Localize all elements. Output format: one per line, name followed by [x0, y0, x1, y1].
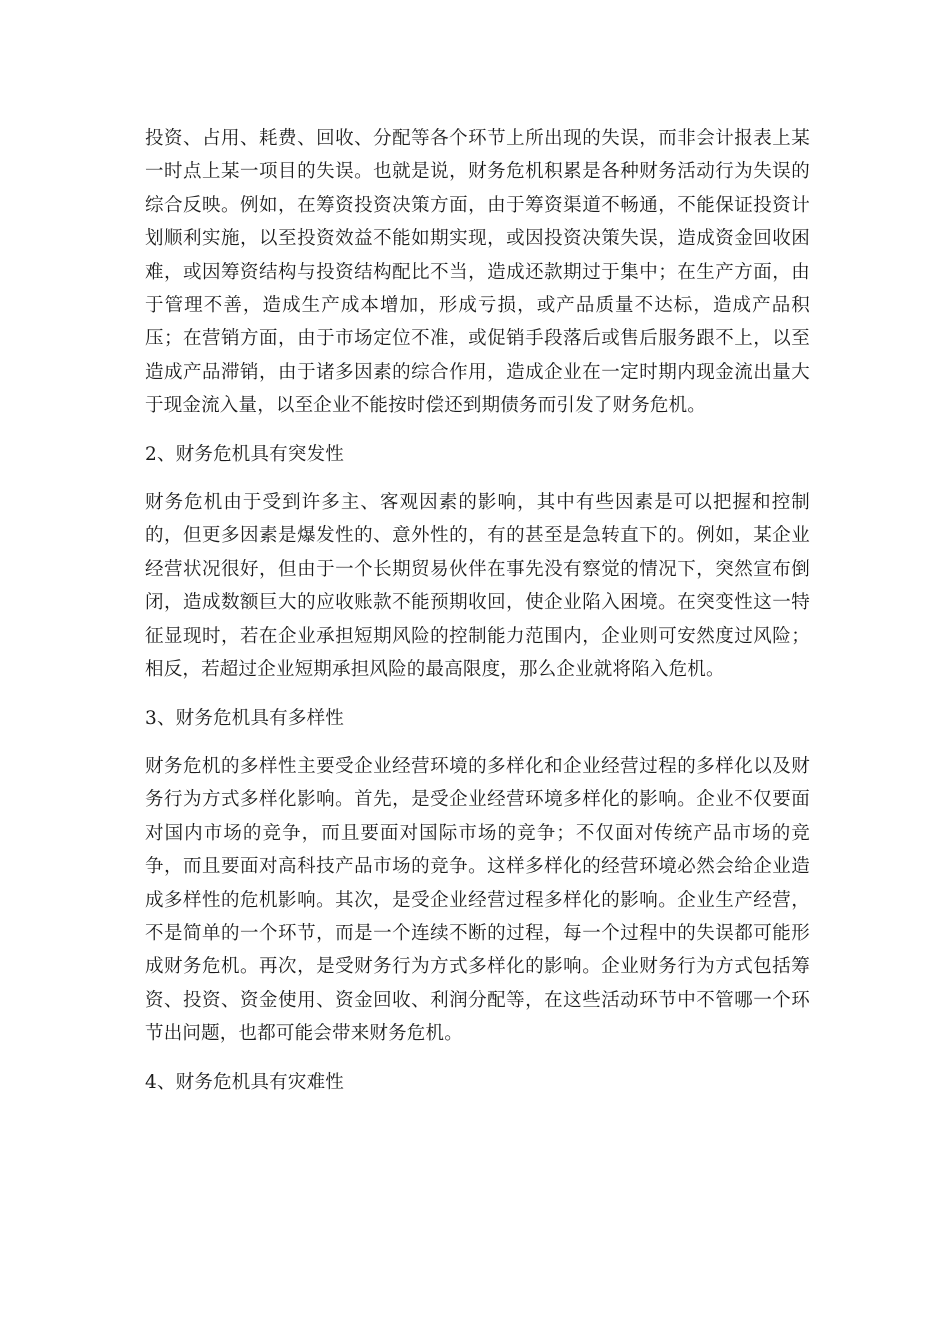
- paragraph-diversity: 财务危机的多样性主要受企业经营环境的多样化和企业经营过程的多样化以及财务行为方式多样化影响。首先，是受企业经营环境多样化的影响。企业不仅要面对国内市场的竞争，而且要面对国际市场的竞争；不仅面对传统产品市场的竞争，而且要面对高科技产品市场的竞争。这样多样化的经营环境必然会给企业造成多样性的危机影响。其次，是受企业经营过程多样化的影响。企业生产经营，不是简单的一个环节，而是一个连续不断的过程，每一个过程中的失误都可能形成财务危机。再次，是受财务行为方式多样化的影响。企业财务行为方式包括筹资、投资、资金使用、资金回收、利润分配等，在这些活动环节中不管哪一个环节出问题，也都可能会带来财务危机。: [145, 755, 810, 1045]
- heading-disaster: 4、财务危机具有灾难性: [145, 1071, 344, 1093]
- paragraph-financial-crisis-accumulation: 投资、占用、耗费、回收、分配等各个环节上所出现的失误，而非会计报表上某一时点上某一项目的失误。也就是说，财务危机积累是各种财务活动行为失误的综合反映。例如，在筹资投资决策方面，由于筹资渠道不畅通，不能保证投资计划顺利实施，以至投资效益不能如期实现，或因投资决策失误，造成资金回收困难，或因筹资结构与投资结构配比不当，造成还款期过于集中；在生产方面，由于管理不善，造成生产成本增加，形成亏损，或产品质量不达标，造成产品积压；在营销方面，由于市场定位不准，或促销手段落后或售后服务跟不上，以至造成产品滞销，由于诸多因素的综合作用，造成企业在一定时期内现金流出量大于现金流入量，以至企业不能按时偿还到期债务而引发了财务危机。: [145, 128, 810, 417]
- paragraph-suddenness: 财务危机由于受到许多主、客观因素的影响，其中有些因素是可以把握和控制的，但更多因素是爆发性的、意外性的，有的甚至是急转直下的。例如，某企业经营状况很好，但由于一个长期贸易伙伴在事先没有察觉的情况下，突然宣布倒闭，造成数额巨大的应收账款不能预期收回，使企业陷入困境。在突变性这一特征显现时，若在企业承担短期风险的控制能力范围内，企业则可安然度过风险；相反，若超过企业短期承担风险的最高限度，那么企业就将陷入危机。: [145, 492, 810, 681]
- heading-suddenness: 2、财务危机具有突发性: [145, 443, 344, 465]
- document-body: [145, 122, 810, 1114]
- heading-diversity: 3、财务危机具有多样性: [145, 707, 344, 729]
